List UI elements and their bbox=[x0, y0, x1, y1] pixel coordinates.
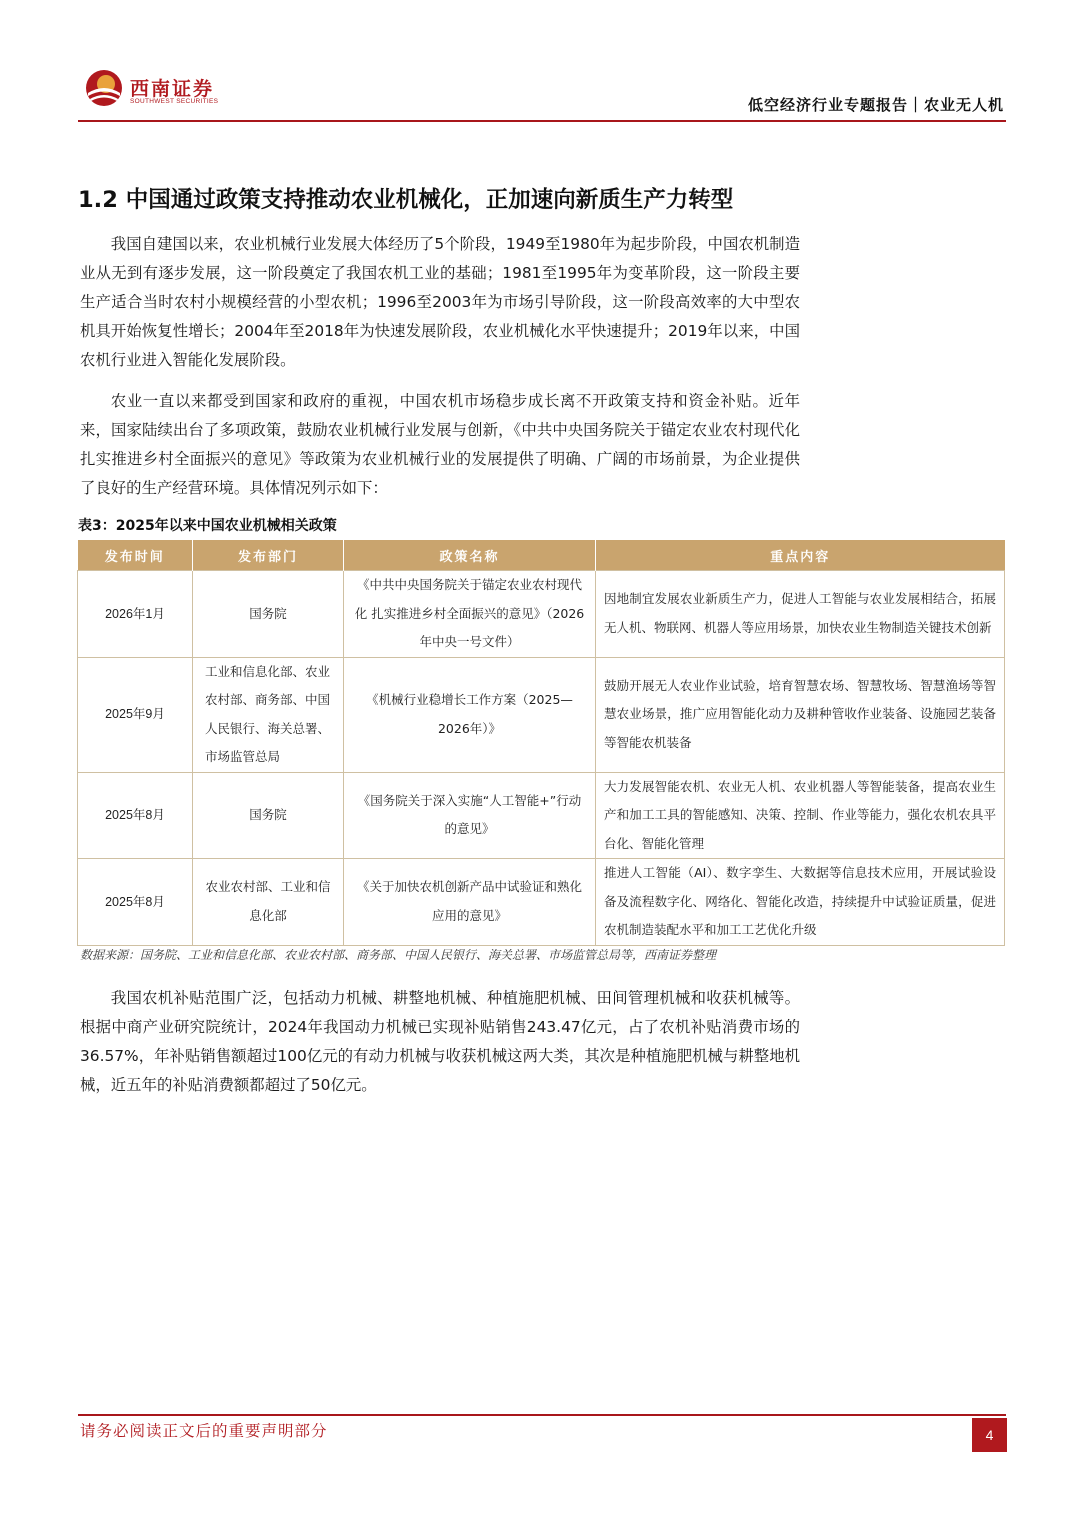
disclaimer-note: 请务必阅读正文后的重要声明部分 bbox=[80, 1422, 328, 1440]
paragraph-policy: 农业一直以来都受到国家和政府的重视，中国农机市场稳步成长离不开政策支持和资金补贴。近年来，国家陆续出台了多项政策，鼓励农业机械行业发展与创新，《中共中央国务院关于锚定农业农村现代化 扎实推进乡村全面振兴的意见》等政策为农业机械行业的发展提供了明确、广阔的市场前景，为企业提供了良好的生产经营环境。具体情况列示如下： bbox=[80, 392, 800, 497]
cell-dept: 国务院 bbox=[193, 571, 344, 658]
page-number: 4 bbox=[972, 1418, 1007, 1452]
cell-dept: 农业农村部、工业和信息化部 bbox=[193, 859, 344, 946]
policy-table bbox=[77, 540, 1005, 946]
cell-policy-name: 《国务院关于深入实施“人工智能+”行动的意见》 bbox=[344, 772, 596, 859]
cell-date: 2026年1月 bbox=[78, 571, 193, 658]
paragraph-history: 我国自建国以来，农业机械行业发展大体经历了5个阶段，1949至1980年为起步阶段，中国农机制造业从无到有逐步发展，这一阶段奠定了我国农机工业的基础；1981至1995年为变革阶段，这一阶段主要生产适合当时农村小规模经营的小型农机；1996至2003年为市场引导阶段，这一阶段高效率的大中型农机具开始恢复性增长；2004年至2018年为快速发展阶段，农业机械化水平快速提升；2019年以来，中国农机行业进入智能化发展阶段。 bbox=[80, 235, 800, 369]
cell-date: 2025年9月 bbox=[78, 657, 193, 772]
header-dept: 发布部门 bbox=[193, 540, 344, 571]
cell-policy-name: 《机械行业稳增长工作方案（2025—2026年）》 bbox=[344, 657, 596, 772]
table-caption: 表3：2025年以来中国农业机械相关政策 bbox=[78, 518, 337, 534]
page-header bbox=[78, 64, 1006, 120]
table-row bbox=[78, 772, 1005, 859]
cell-dept: 工业和信息化部、农业农村部、商务部、中国人民银行、海关总署、市场监管总局 bbox=[193, 657, 344, 772]
cell-date: 2025年8月 bbox=[78, 859, 193, 946]
sun-logo-icon bbox=[84, 68, 124, 108]
report-title: 低空经济行业专题报告｜农业无人机 bbox=[747, 96, 1004, 114]
cell-content: 因地制宜发展农业新质生产力，促进人工智能与农业发展相结合，拓展无人机、物联网、机器人等应用场景，加快农业生物制造关键技术创新 bbox=[596, 571, 1005, 658]
table-header-row bbox=[78, 540, 1005, 571]
cell-policy-name: 《关于加快农机创新产品中试验证和熟化应用的意见》 bbox=[344, 859, 596, 946]
table-row bbox=[78, 657, 1005, 772]
table-row bbox=[78, 571, 1005, 658]
header-name: 政策名称 bbox=[344, 540, 596, 571]
cell-content: 大力发展智能农机、农业无人机、农业机器人等智能装备，提高农业生产和加工工具的智能感知、决策、控制、作业等能力，强化农机农具平台化、智能化管理 bbox=[596, 772, 1005, 859]
table-row bbox=[78, 859, 1005, 946]
table-source-note: 数据来源：国务院、工业和信息化部、农业农村部、商务部、中国人民银行、海关总署、市场监管总局等，西南证券整理 bbox=[80, 948, 717, 962]
footer-divider bbox=[78, 1414, 1006, 1416]
cell-content: 鼓励开展无人农业作业试验，培育智慧农场、智慧牧场、智慧渔场等智慧农业场景，推广应用智能化动力及耕种管收作业装备、设施园艺装备等智能农机装备 bbox=[596, 657, 1005, 772]
cell-date: 2025年8月 bbox=[78, 772, 193, 859]
logo-en-text: SOUTHWEST SECURITIES bbox=[130, 98, 219, 105]
paragraph-subsidy: 我国农机补贴范围广泛，包括动力机械、耕整地机械、种植施肥机械、田间管理机械和收获机械等。根据中商产业研究院统计，2024年我国动力机械已实现补贴销售243.47亿元，占了农机补贴消费市场的36.57%，年补贴销售额超过100亿元的有动力机械与收获机械这两大类，其次是种植施肥机械与耕整地机械，近五年的补贴消费额都超过了50亿元。 bbox=[80, 989, 800, 1094]
section-title: 1.2 中国通过政策支持推动农业机械化，正加速向新质生产力转型 bbox=[78, 187, 734, 213]
header-content: 重点内容 bbox=[596, 540, 1005, 571]
company-logo bbox=[78, 64, 278, 112]
cell-dept: 国务院 bbox=[193, 772, 344, 859]
logo-cn-text: 西南证券 bbox=[130, 78, 215, 100]
cell-policy-name: 《中共中央国务院关于锚定农业农村现代化 扎实推进乡村全面振兴的意见》（2026年中央一号文件） bbox=[344, 571, 596, 658]
header-date: 发布时间 bbox=[78, 540, 193, 571]
cell-content: 推进人工智能（AI）、数字孪生、大数据等信息技术应用，开展试验设备及流程数字化、网络化、智能化改造，持续提升中试验证质量，促进农机制造装配水平和加工工艺优化升级 bbox=[596, 859, 1005, 946]
header-divider bbox=[78, 120, 1006, 122]
